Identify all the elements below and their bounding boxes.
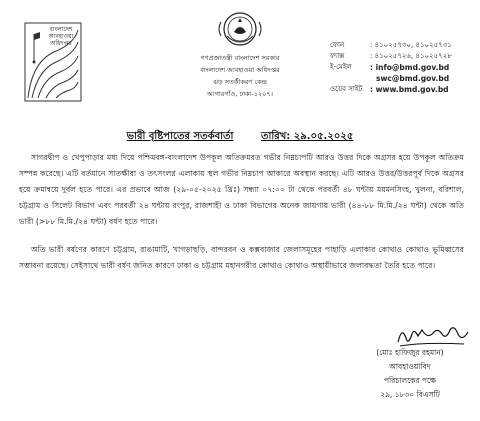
contact-label: ফোন xyxy=(330,41,345,49)
signatory-name: (মোঃ হাফিজুর রহমান) xyxy=(376,348,444,357)
contact-label: ওয়েব সাইট xyxy=(330,85,363,93)
office-header xyxy=(120,52,360,100)
issue-time: ২৯, ১৮৩০ বিএসটি xyxy=(380,390,440,399)
contact-label xyxy=(330,73,370,84)
signatory-designation: আবহাওয়াবিদ xyxy=(389,362,431,371)
notice-body xyxy=(19,150,464,286)
header-line-government: গণপ্রজাতন্ত্রী বাংলাদেশ সরকার xyxy=(200,54,280,62)
contact-value[interactable]: : www.bmd.gov.bd xyxy=(370,85,449,94)
contact-row-email xyxy=(330,62,480,73)
contact-row-phone xyxy=(330,40,480,51)
notice-paragraph: সাগরদ্বীপ ও খেপুপাড়ার মধ্য দিয়ে পশ্চিমবঙ্গ-বাংলাদেশ উপকূল অতিক্রমরত গভীর নিম্নচাপটি আরও উত্তর দিকে অগ্রসর হয়ে উপকূল অতিক্রম সম্পন্ন করেছে। এটি বর্তমানে সাতক্ষীরা ও তৎসংলগ্ন এলাকায় স্থল গভীর নিম্নচাপ আকারে অবস্থান করছে। এটি আরও উত্তর/উত্তরপূর্ব দিকে অগ্রসর হয়ে ক্রমান্বয়ে দুর্বল হতে পারে। এর প্রভাবে আজ (২৯-০৫-২০২৫ খ্রিঃ) সন্ধ্যা ০৭:০০ টা থেকে পরবর্তী ৪৮ ঘন্টায় ময়মনসিংহ, খুলনা, বরিশাল, চট্টগ্রাম ও সিলেট বিভাগ এবং পরবর্তী ২৪ ঘন্টায় রংপুর, রাজশাহী ও ঢাকা বিভাগের অনেক জায়গায় ভারী (৪৪-৮৮ মি.মি./২৪ ঘন্টা) থেকে অতি ভারী (>৮৮ মি.মি./২৪ ঘন্টা) বর্ষণ হতে পারে। xyxy=(19,153,464,226)
contact-label: ই-মেইল xyxy=(330,63,352,71)
contact-label: ফ্যাক্স xyxy=(330,52,345,60)
bmd-logo xyxy=(24,22,82,102)
notice-date: তারিখ: ২৯.০৫.২০২৫ xyxy=(260,131,354,142)
notice-title-row xyxy=(0,129,480,146)
signature-block xyxy=(340,346,480,402)
contact-value: : ৪১০২৫৭২৬, ৪১০২৫৭২৮ xyxy=(370,52,452,60)
notice-paragraph: অতি ভারী বর্ষণের কারণে চট্টগ্রাম, রাঙামাটি, খাগড়াছড়ি, বান্দরবন ও কক্সবাজার জেলাসমূহের পাহাড়ি এলাকার কোথাও কোথাও ভূমিধ্বসের সম্ভাবনা রয়েছে। সেইসাথে ভারী বর্ষণ জনিত কারণে ঢাকা ও চট্টগ্রাম মহানগরীর কোথাও কোথাও অস্থায়ীভাবে জলাবদ্ধতা তৈরি হতে পারে। xyxy=(19,245,464,270)
contact-row-fax xyxy=(330,51,480,62)
notice-title: ভারী বৃষ্টিপাতের সতর্কবার্তা xyxy=(126,131,234,142)
contact-info xyxy=(330,40,480,95)
emblem-icon xyxy=(213,10,267,48)
contact-row-website xyxy=(330,84,480,95)
header-line-address: আগারগাঁও, ঢাকা-১২০৭। xyxy=(207,90,273,98)
contact-row-email-2 xyxy=(330,73,480,84)
contact-value: : ৪১০২৫৭৩০, ৪১০২৫৭৩১ xyxy=(370,41,452,49)
government-emblem xyxy=(213,10,267,48)
logo-lettering: বাংলাদেশ আবহাওয়া অধিদপ্তর xyxy=(48,26,74,47)
contact-value[interactable]: : info@bmd.gov.bd xyxy=(370,63,450,72)
header-line-department: বাংলাদেশ আবহাওয়া অধিদপ্তর xyxy=(200,66,280,74)
contact-value[interactable]: swc@bmd.gov.bd xyxy=(376,74,450,83)
header-line-center: ঝড় সতর্কীকরণ কেন্দ্র xyxy=(213,78,267,86)
signatory-on-behalf: পরিচালকের পক্ষে xyxy=(383,376,437,385)
